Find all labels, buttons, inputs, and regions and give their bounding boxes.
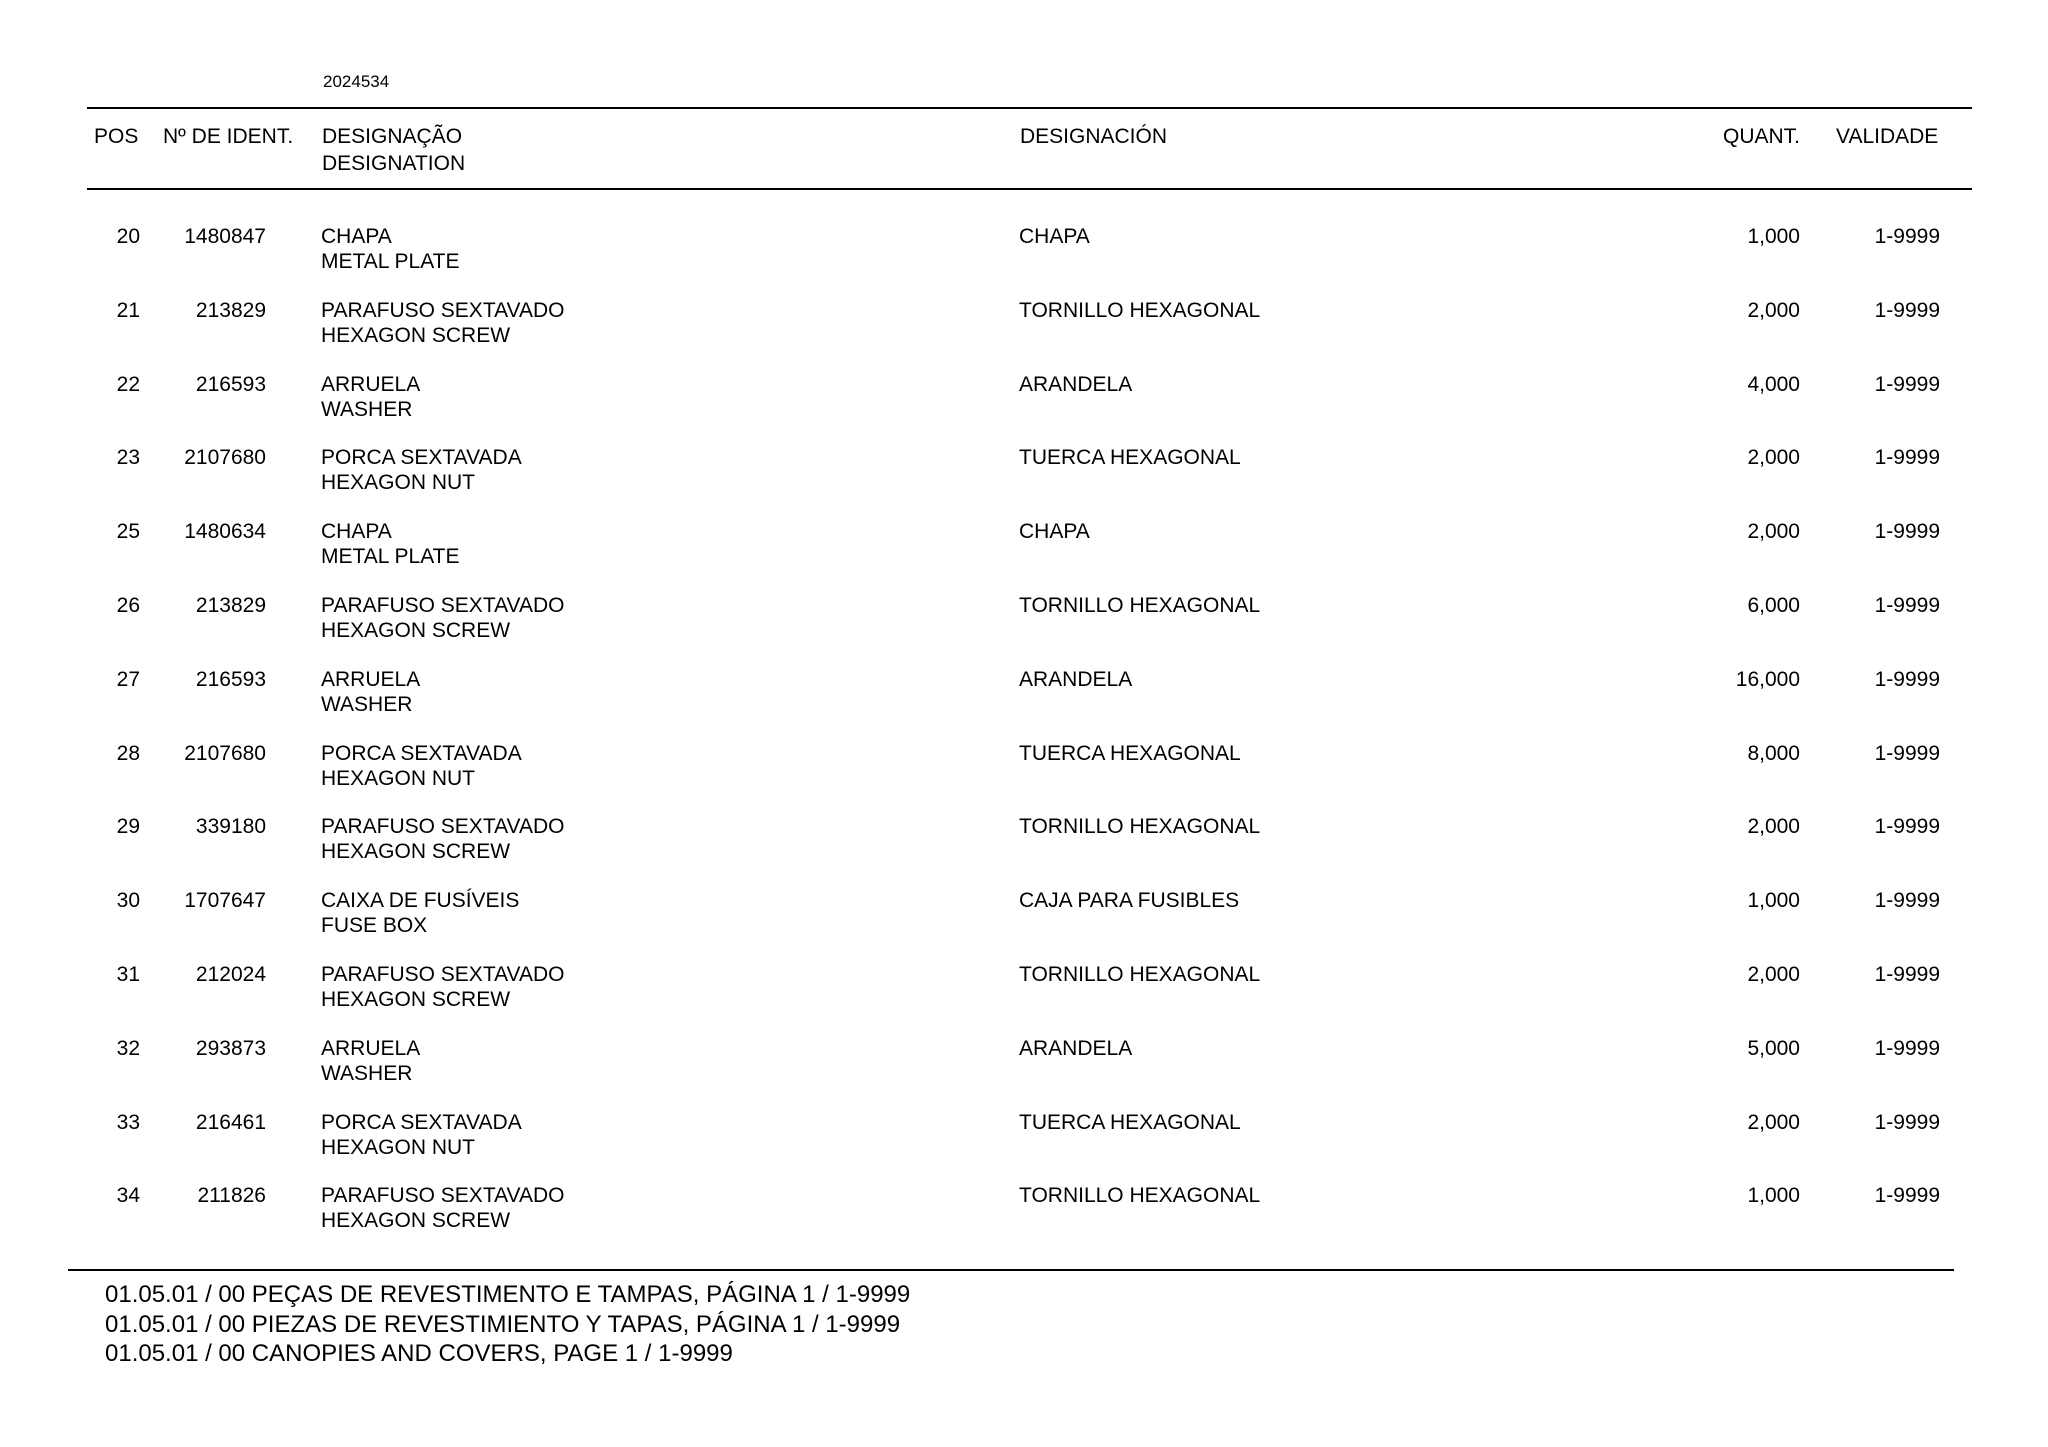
row-designacao (321, 593, 565, 643)
row-validade: 1-9999 (1874, 593, 1940, 617)
table-row (0, 667, 2048, 741)
row-designacion-es: ARANDELA (1019, 372, 1133, 396)
table-row (0, 224, 2048, 298)
footer-rule (68, 1269, 1954, 1271)
row-designacion-es: TORNILLO HEXAGONAL (1019, 298, 1261, 322)
row-validade: 1-9999 (1874, 1036, 1940, 1060)
row-designacao-pt: CHAPA (321, 520, 392, 544)
row-pos: 32 (116, 1036, 140, 1060)
row-ident: 1707647 (184, 889, 266, 913)
row-validade: 1-9999 (1874, 298, 1940, 322)
row-designacion-es: TORNILLO HEXAGONAL (1019, 593, 1261, 617)
table-row (0, 1036, 2048, 1110)
row-ident: 216461 (195, 1110, 266, 1134)
table-row (0, 888, 2048, 962)
table-row (0, 298, 2048, 372)
table-row (0, 1183, 2048, 1257)
row-pos: 28 (116, 741, 140, 765)
header-quant: QUANT. (1722, 125, 1800, 148)
row-designacion-es: ARANDELA (1019, 667, 1133, 691)
table-row (0, 962, 2048, 1036)
row-designacao (321, 298, 565, 348)
table-row (0, 593, 2048, 667)
header-designacao-pt: DESIGNAÇÃO (322, 125, 463, 148)
row-pos: 34 (116, 1184, 140, 1208)
row-designacao-pt: PARAFUSO SEXTAVADO (321, 815, 565, 839)
row-ident: 212024 (195, 962, 266, 986)
row-designation-en: WASHER (321, 397, 413, 421)
row-designacao (321, 962, 565, 1012)
row-quant: 1,000 (1747, 225, 1800, 248)
row-designation-en: FUSE BOX (321, 914, 428, 938)
row-designacion-es: TUERCA HEXAGONAL (1019, 1110, 1241, 1134)
row-designacion-es: ARANDELA (1019, 1036, 1133, 1060)
row-designacao-pt: PORCA SEXTAVADA (321, 446, 522, 470)
row-designacao-pt: PARAFUSO SEXTAVADO (321, 1184, 565, 1208)
table-row (0, 814, 2048, 888)
row-validade: 1-9999 (1874, 372, 1940, 396)
row-quant: 2,000 (1747, 520, 1800, 544)
row-designacao (321, 1036, 420, 1086)
row-designacao-pt: PARAFUSO SEXTAVADO (321, 962, 565, 986)
header-designation-en: DESIGNATION (322, 152, 466, 175)
row-designacion-es: TUERCA HEXAGONAL (1019, 741, 1241, 765)
row-validade: 1-9999 (1874, 815, 1940, 839)
row-pos: 20 (116, 225, 140, 248)
header-ident: Nº DE IDENT. (163, 125, 294, 148)
row-ident: 216593 (195, 667, 266, 691)
row-quant: 8,000 (1747, 741, 1800, 765)
row-ident: 2107680 (184, 446, 266, 470)
row-ident: 211826 (197, 1184, 266, 1208)
row-ident: 1480634 (184, 520, 266, 544)
row-quant: 2,000 (1747, 1110, 1800, 1134)
row-validade: 1-9999 (1874, 667, 1940, 691)
row-validade: 1-9999 (1874, 962, 1940, 986)
row-designacao (321, 519, 459, 569)
row-designacao-pt: ARRUELA (321, 372, 421, 396)
row-pos: 33 (116, 1110, 140, 1134)
row-quant: 16,000 (1735, 667, 1800, 691)
row-designacao (321, 224, 459, 274)
header-designacion: DESIGNACIÓN (1020, 125, 1168, 148)
row-designation-en: HEXAGON NUT (321, 1135, 476, 1159)
row-quant: 2,000 (1747, 298, 1800, 322)
row-validade: 1-9999 (1874, 446, 1940, 470)
row-designacion-es: TORNILLO HEXAGONAL (1019, 815, 1261, 839)
row-quant: 1,000 (1747, 1184, 1800, 1208)
row-ident: 213829 (195, 593, 266, 617)
row-validade: 1-9999 (1874, 1184, 1940, 1208)
row-designacao (321, 445, 522, 495)
row-designacao-pt: ARRUELA (321, 667, 421, 691)
row-designacion-es: TUERCA HEXAGONAL (1019, 446, 1241, 470)
row-ident: 293873 (195, 1036, 266, 1060)
table-row (0, 372, 2048, 446)
row-designation-en: WASHER (321, 1061, 413, 1085)
footer-line-en: 01.05.01 / 00 CANOPIES AND COVERS, PAGE 1 / 1-9999 (105, 1340, 733, 1367)
top-rule (87, 107, 1972, 109)
row-ident: 339180 (195, 815, 266, 839)
row-designacao-pt: PARAFUSO SEXTAVADO (321, 298, 565, 322)
row-designacao (321, 888, 519, 938)
row-designacao-pt: PORCA SEXTAVADA (321, 741, 522, 765)
row-designation-en: HEXAGON SCREW (321, 323, 511, 347)
row-designation-en: HEXAGON SCREW (321, 1209, 511, 1233)
row-designation-en: METAL PLATE (321, 250, 460, 273)
row-pos: 26 (116, 593, 140, 617)
row-designation-en: WASHER (321, 692, 413, 716)
row-pos: 27 (116, 667, 140, 691)
row-quant: 5,000 (1747, 1036, 1800, 1060)
table-row (0, 1110, 2048, 1184)
row-validade: 1-9999 (1874, 889, 1940, 913)
row-designation-en: HEXAGON SCREW (321, 840, 511, 864)
row-ident: 2107680 (184, 741, 266, 765)
footer-line-pt: 01.05.01 / 00 PEÇAS DE REVESTIMENTO E TAMPAS, PÁGINA 1 / 1-9999 (105, 1281, 911, 1308)
header-pos: POS (94, 125, 139, 148)
row-designation-en: HEXAGON SCREW (321, 987, 511, 1011)
header-rule (87, 188, 1972, 190)
row-designacao (321, 372, 420, 422)
row-validade: 1-9999 (1874, 1110, 1940, 1134)
table-row (0, 741, 2048, 815)
row-validade: 1-9999 (1874, 741, 1940, 765)
row-designation-en: HEXAGON SCREW (321, 618, 511, 642)
row-quant: 4,000 (1747, 372, 1800, 396)
row-designacao-pt: PARAFUSO SEXTAVADO (321, 593, 565, 617)
row-validade: 1-9999 (1874, 520, 1940, 544)
row-designacao (321, 667, 420, 717)
row-quant: 2,000 (1747, 962, 1800, 986)
footer (105, 1280, 910, 1369)
row-designacao-pt: ARRUELA (321, 1036, 421, 1060)
row-designation-en: HEXAGON NUT (321, 766, 476, 790)
row-designacion-es: CAJA PARA FUSIBLES (1019, 889, 1240, 913)
footer-line-es: 01.05.01 / 00 PIEZAS DE REVESTIMIENTO Y TAPAS, PÁGINA 1 / 1-9999 (105, 1310, 901, 1338)
row-designacao-pt: CAIXA DE FUSÍVEIS (321, 889, 520, 913)
row-designacion-es: CHAPA (1019, 225, 1090, 248)
row-ident: 213829 (195, 298, 266, 322)
row-ident: 216593 (195, 372, 266, 396)
header-validade: VALIDADE (1836, 125, 1939, 148)
row-quant: 6,000 (1747, 593, 1800, 617)
parts-table-body (0, 224, 2048, 1257)
table-row (0, 519, 2048, 593)
row-designacao (321, 741, 522, 791)
row-quant: 2,000 (1747, 446, 1800, 470)
row-pos: 29 (116, 815, 140, 839)
row-pos: 21 (116, 298, 140, 322)
row-designacion-es: CHAPA (1019, 520, 1090, 544)
row-pos: 31 (116, 962, 140, 986)
row-designacion-es: TORNILLO HEXAGONAL (1019, 962, 1261, 986)
row-quant: 2,000 (1747, 815, 1800, 839)
row-designacao-pt: PORCA SEXTAVADA (321, 1110, 522, 1134)
table-row (0, 445, 2048, 519)
document-number: 2024534 (323, 72, 390, 91)
row-designation-en: HEXAGON NUT (321, 471, 476, 495)
row-pos: 23 (116, 446, 140, 470)
row-pos: 30 (116, 889, 140, 913)
row-designacao-pt: CHAPA (321, 225, 392, 248)
header-designacao (322, 123, 465, 177)
row-pos: 25 (116, 520, 140, 544)
row-designation-en: METAL PLATE (321, 545, 460, 569)
row-designacao (321, 1110, 522, 1160)
row-designacao (321, 814, 565, 864)
row-designacion-es: TORNILLO HEXAGONAL (1019, 1184, 1261, 1208)
row-designacao (321, 1183, 565, 1233)
row-quant: 1,000 (1747, 889, 1800, 913)
row-ident: 1480847 (184, 225, 266, 248)
row-validade: 1-9999 (1874, 225, 1940, 248)
row-pos: 22 (116, 372, 140, 396)
